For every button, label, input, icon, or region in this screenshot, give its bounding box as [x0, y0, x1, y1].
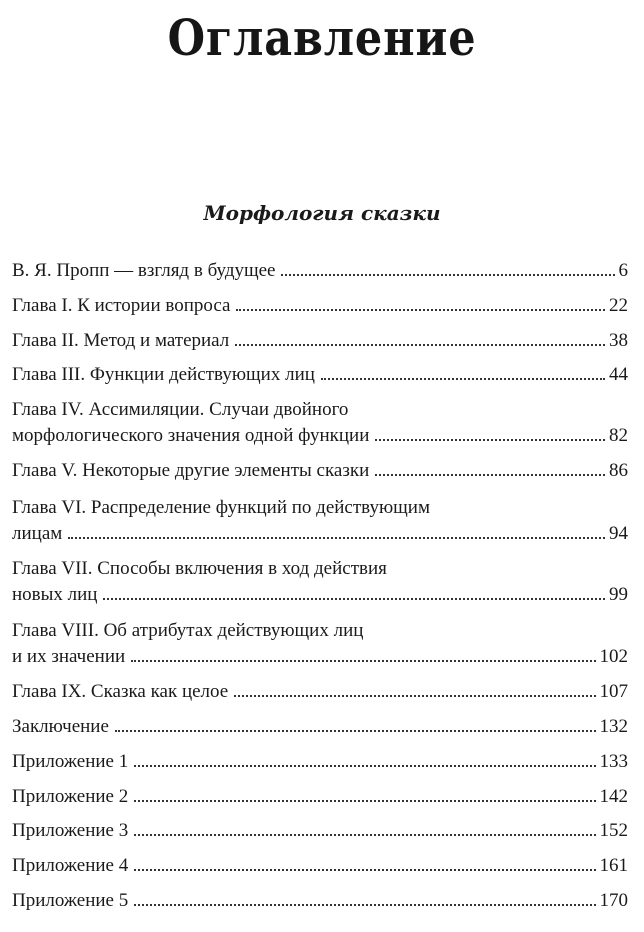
toc-entry-title-line: Глава VII. Способы включения в ход действия [12, 558, 387, 579]
toc-page-number: 107 [599, 681, 628, 702]
toc-entry-title: Глава I. К истории вопроса [12, 295, 231, 316]
toc-entry[interactable] [12, 293, 628, 328]
toc-page-number: 142 [599, 786, 628, 807]
toc-entry-title: новых лиц [12, 584, 98, 605]
toc-page-number: 94 [609, 523, 628, 544]
toc-entry-title: Глава IX. Сказка как целое [12, 681, 229, 702]
toc-page-number: 38 [609, 330, 628, 351]
toc-entry[interactable] [12, 556, 628, 618]
section-title: Морфология сказки [203, 201, 441, 225]
toc-page-number: 133 [599, 751, 628, 772]
toc-entry-title: лицам [12, 523, 63, 544]
leader-dots [68, 537, 605, 539]
toc-page-number: 44 [609, 364, 628, 385]
toc-entry-title-line: Глава IV. Ассимиляции. Случаи двойного [12, 399, 349, 420]
toc-page-number: 161 [599, 855, 628, 876]
leader-dots [321, 378, 605, 380]
leader-dots [134, 904, 595, 906]
leader-dots [131, 660, 595, 662]
toc-entry-title: Приложение 5 [12, 890, 129, 911]
toc-entry-title: Глава V. Некоторые другие элементы сказки [12, 460, 370, 481]
toc-entry-title: Глава II. Метод и материал [12, 330, 230, 351]
toc-page-number: 6 [618, 260, 628, 281]
toc-page-number: 86 [609, 460, 628, 481]
toc-page-number: 82 [609, 425, 628, 446]
leader-dots [235, 344, 605, 346]
leader-dots [134, 834, 595, 836]
leader-dots [134, 869, 595, 871]
leader-dots [103, 598, 605, 600]
toc-page-number: 99 [609, 584, 628, 605]
leader-dots [375, 474, 605, 476]
toc-page-number: 152 [599, 820, 628, 841]
leader-dots [234, 695, 595, 697]
toc-entry[interactable] [12, 888, 628, 923]
toc-entry[interactable] [12, 853, 628, 888]
toc-entry[interactable] [12, 458, 628, 495]
leader-dots [375, 439, 605, 441]
toc-page-number: 170 [599, 890, 628, 911]
toc-entry[interactable] [12, 679, 628, 714]
table-of-contents [12, 258, 628, 923]
toc-entry[interactable] [12, 362, 628, 397]
toc-page-number: 132 [599, 716, 628, 737]
toc-entry[interactable] [12, 495, 628, 556]
toc-entry-title: и их значении [12, 646, 126, 667]
toc-entry[interactable] [12, 749, 628, 784]
toc-entry-title: Приложение 3 [12, 820, 129, 841]
toc-entry-title: Заключение [12, 716, 109, 737]
page-title: Оглавление [167, 8, 477, 67]
toc-entry-title: В. Я. Пропп — взгляд в будущее [12, 260, 276, 281]
leader-dots [236, 309, 605, 311]
leader-dots [134, 765, 595, 767]
toc-entry-title: морфологического значения одной функции [12, 425, 370, 446]
leader-dots [281, 274, 614, 276]
toc-entry-title-line: Глава VIII. Об атрибутах действующих лиц [12, 620, 364, 641]
toc-entry[interactable] [12, 714, 628, 749]
toc-entry[interactable] [12, 784, 628, 818]
toc-entry-title: Приложение 4 [12, 855, 129, 876]
toc-entry-title: Приложение 2 [12, 786, 129, 807]
toc-entry[interactable] [12, 258, 628, 293]
toc-entry[interactable] [12, 618, 628, 679]
leader-dots [115, 730, 596, 732]
toc-entry-title: Приложение 1 [12, 751, 129, 772]
leader-dots [134, 800, 595, 802]
toc-entry[interactable] [12, 818, 628, 853]
toc-entry-title: Глава III. Функции действующих лиц [12, 364, 315, 385]
toc-entry-title-line: Глава VI. Распределение функций по действующим [12, 497, 430, 518]
toc-page-number: 102 [599, 646, 628, 667]
toc-page-number: 22 [609, 295, 628, 316]
toc-entry[interactable] [12, 397, 628, 458]
toc-entry[interactable] [12, 328, 628, 362]
